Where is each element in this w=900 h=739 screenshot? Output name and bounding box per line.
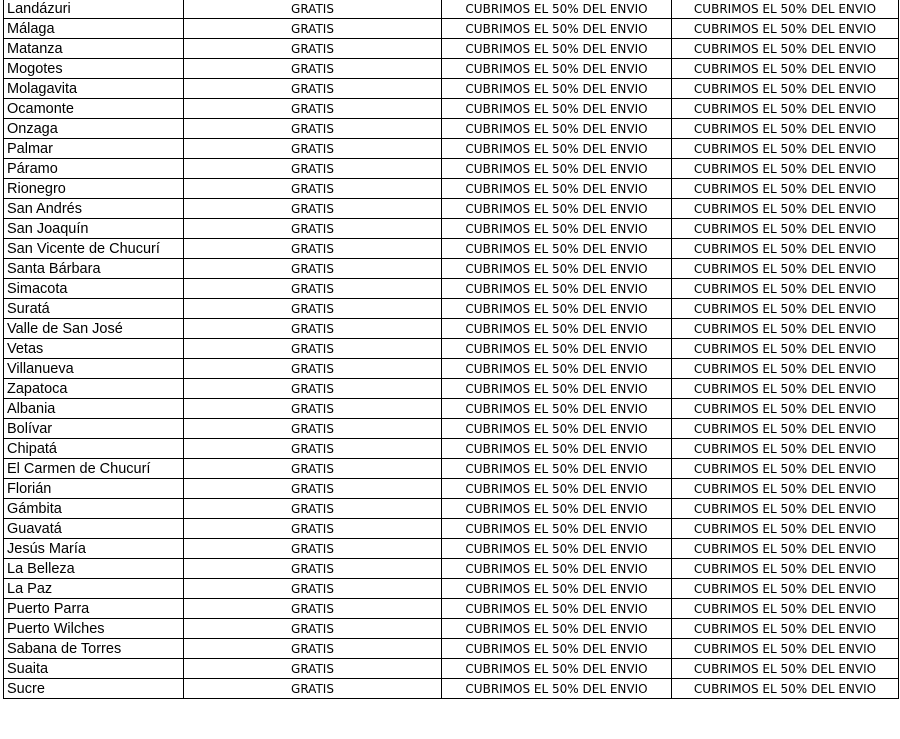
shipping-cell: CUBRIMOS EL 50% DEL ENVIO [442, 439, 672, 459]
municipio-cell: Onzaga [4, 119, 184, 139]
shipping-cell: CUBRIMOS EL 50% DEL ENVIO [442, 119, 672, 139]
shipping-cell: GRATIS [184, 219, 442, 239]
shipping-cell: CUBRIMOS EL 50% DEL ENVIO [672, 479, 899, 499]
shipping-cell: CUBRIMOS EL 50% DEL ENVIO [672, 659, 899, 679]
shipping-cell: CUBRIMOS EL 50% DEL ENVIO [442, 199, 672, 219]
table-row [4, 419, 899, 439]
table-body [4, 0, 899, 699]
table-row [4, 139, 899, 159]
shipping-cell: CUBRIMOS EL 50% DEL ENVIO [442, 499, 672, 519]
table-row [4, 159, 899, 179]
shipping-cell: CUBRIMOS EL 50% DEL ENVIO [442, 339, 672, 359]
municipio-cell: Molagavita [4, 79, 184, 99]
table-row [4, 679, 899, 699]
shipping-cell: GRATIS [184, 379, 442, 399]
shipping-cell: GRATIS [184, 419, 442, 439]
shipping-cell: CUBRIMOS EL 50% DEL ENVIO [672, 299, 899, 319]
shipping-cell: CUBRIMOS EL 50% DEL ENVIO [672, 239, 899, 259]
shipping-cell: CUBRIMOS EL 50% DEL ENVIO [442, 0, 672, 19]
shipping-cell: GRATIS [184, 319, 442, 339]
shipping-cell: CUBRIMOS EL 50% DEL ENVIO [442, 579, 672, 599]
shipping-cell: GRATIS [184, 199, 442, 219]
municipio-cell: Mogotes [4, 59, 184, 79]
shipping-cell: CUBRIMOS EL 50% DEL ENVIO [672, 279, 899, 299]
shipping-cell: GRATIS [184, 0, 442, 19]
shipping-cell: CUBRIMOS EL 50% DEL ENVIO [672, 0, 899, 19]
shipping-cell: CUBRIMOS EL 50% DEL ENVIO [442, 279, 672, 299]
shipping-cell: CUBRIMOS EL 50% DEL ENVIO [672, 439, 899, 459]
table-row [4, 539, 899, 559]
shipping-cell: CUBRIMOS EL 50% DEL ENVIO [672, 679, 899, 699]
shipping-cell: CUBRIMOS EL 50% DEL ENVIO [672, 619, 899, 639]
table-row [4, 219, 899, 239]
shipping-cell: GRATIS [184, 499, 442, 519]
shipping-cell: CUBRIMOS EL 50% DEL ENVIO [442, 359, 672, 379]
municipio-cell: Bolívar [4, 419, 184, 439]
municipio-cell: Albania [4, 399, 184, 419]
municipio-cell: Ocamonte [4, 99, 184, 119]
shipping-cell: GRATIS [184, 39, 442, 59]
shipping-cell: GRATIS [184, 679, 442, 699]
shipping-cell: CUBRIMOS EL 50% DEL ENVIO [442, 519, 672, 539]
municipio-cell: Puerto Wilches [4, 619, 184, 639]
municipio-cell: Jesús María [4, 539, 184, 559]
table-row [4, 659, 899, 679]
shipping-cell: CUBRIMOS EL 50% DEL ENVIO [672, 59, 899, 79]
table-row [4, 559, 899, 579]
table-row [4, 639, 899, 659]
municipio-cell: Suaita [4, 659, 184, 679]
table-row [4, 459, 899, 479]
table-row [4, 519, 899, 539]
shipping-cell: GRATIS [184, 559, 442, 579]
shipping-cell: GRATIS [184, 159, 442, 179]
shipping-cell: CUBRIMOS EL 50% DEL ENVIO [672, 399, 899, 419]
shipping-cell: CUBRIMOS EL 50% DEL ENVIO [442, 79, 672, 99]
shipping-cell: GRATIS [184, 59, 442, 79]
shipping-cell: GRATIS [184, 179, 442, 199]
shipping-cell: GRATIS [184, 359, 442, 379]
shipping-cell: GRATIS [184, 239, 442, 259]
shipping-cell: CUBRIMOS EL 50% DEL ENVIO [442, 219, 672, 239]
shipping-cell: GRATIS [184, 99, 442, 119]
municipio-cell: Palmar [4, 139, 184, 159]
table-row [4, 119, 899, 139]
shipping-cell: CUBRIMOS EL 50% DEL ENVIO [442, 39, 672, 59]
shipping-cell: CUBRIMOS EL 50% DEL ENVIO [672, 339, 899, 359]
shipping-cell: CUBRIMOS EL 50% DEL ENVIO [442, 619, 672, 639]
shipping-cell: GRATIS [184, 139, 442, 159]
shipping-cell: CUBRIMOS EL 50% DEL ENVIO [672, 419, 899, 439]
municipio-cell: El Carmen de Chucurí [4, 459, 184, 479]
shipping-cell: GRATIS [184, 579, 442, 599]
table-row [4, 99, 899, 119]
shipping-cell: CUBRIMOS EL 50% DEL ENVIO [672, 519, 899, 539]
shipping-cell: CUBRIMOS EL 50% DEL ENVIO [442, 299, 672, 319]
table-row [4, 79, 899, 99]
table-row [4, 239, 899, 259]
table-row [4, 579, 899, 599]
municipio-cell: La Paz [4, 579, 184, 599]
shipping-table [3, 0, 899, 699]
shipping-cell: GRATIS [184, 659, 442, 679]
shipping-cell: CUBRIMOS EL 50% DEL ENVIO [442, 259, 672, 279]
table-row [4, 379, 899, 399]
shipping-cell: CUBRIMOS EL 50% DEL ENVIO [442, 379, 672, 399]
shipping-cell: GRATIS [184, 439, 442, 459]
shipping-cell: CUBRIMOS EL 50% DEL ENVIO [442, 239, 672, 259]
municipio-cell: Santa Bárbara [4, 259, 184, 279]
municipio-cell: Rionegro [4, 179, 184, 199]
shipping-cell: GRATIS [184, 619, 442, 639]
table-row [4, 319, 899, 339]
shipping-cell: GRATIS [184, 119, 442, 139]
table-row [4, 359, 899, 379]
shipping-cell: CUBRIMOS EL 50% DEL ENVIO [442, 459, 672, 479]
municipio-cell: Landázuri [4, 0, 184, 19]
shipping-cell: CUBRIMOS EL 50% DEL ENVIO [672, 579, 899, 599]
shipping-cell: CUBRIMOS EL 50% DEL ENVIO [672, 39, 899, 59]
shipping-cell: GRATIS [184, 279, 442, 299]
shipping-cell: CUBRIMOS EL 50% DEL ENVIO [672, 179, 899, 199]
municipio-cell: Florián [4, 479, 184, 499]
shipping-cell: CUBRIMOS EL 50% DEL ENVIO [442, 479, 672, 499]
shipping-cell: CUBRIMOS EL 50% DEL ENVIO [442, 539, 672, 559]
table-row [4, 599, 899, 619]
municipio-cell: San Andrés [4, 199, 184, 219]
shipping-cell: CUBRIMOS EL 50% DEL ENVIO [672, 319, 899, 339]
shipping-cell: CUBRIMOS EL 50% DEL ENVIO [442, 59, 672, 79]
table-row [4, 339, 899, 359]
shipping-cell: GRATIS [184, 479, 442, 499]
shipping-cell: CUBRIMOS EL 50% DEL ENVIO [442, 319, 672, 339]
shipping-cell: CUBRIMOS EL 50% DEL ENVIO [672, 139, 899, 159]
shipping-cell: GRATIS [184, 639, 442, 659]
shipping-cell: CUBRIMOS EL 50% DEL ENVIO [672, 99, 899, 119]
municipio-cell: Sucre [4, 679, 184, 699]
table-row [4, 479, 899, 499]
shipping-cell: CUBRIMOS EL 50% DEL ENVIO [672, 559, 899, 579]
municipio-cell: Suratá [4, 299, 184, 319]
shipping-cell: CUBRIMOS EL 50% DEL ENVIO [442, 659, 672, 679]
municipio-cell: Simacota [4, 279, 184, 299]
shipping-cell: GRATIS [184, 539, 442, 559]
shipping-cell: GRATIS [184, 599, 442, 619]
shipping-cell: CUBRIMOS EL 50% DEL ENVIO [442, 179, 672, 199]
shipping-cell: CUBRIMOS EL 50% DEL ENVIO [672, 379, 899, 399]
shipping-cell: CUBRIMOS EL 50% DEL ENVIO [672, 79, 899, 99]
shipping-cell: CUBRIMOS EL 50% DEL ENVIO [672, 599, 899, 619]
shipping-cell: GRATIS [184, 79, 442, 99]
table-row [4, 0, 899, 19]
shipping-cell: CUBRIMOS EL 50% DEL ENVIO [672, 539, 899, 559]
shipping-cell: GRATIS [184, 459, 442, 479]
shipping-cell: CUBRIMOS EL 50% DEL ENVIO [442, 399, 672, 419]
shipping-cell: GRATIS [184, 519, 442, 539]
shipping-cell: GRATIS [184, 399, 442, 419]
shipping-cell: CUBRIMOS EL 50% DEL ENVIO [442, 139, 672, 159]
shipping-cell: CUBRIMOS EL 50% DEL ENVIO [672, 359, 899, 379]
municipio-cell: Gámbita [4, 499, 184, 519]
table-row [4, 179, 899, 199]
shipping-cell: CUBRIMOS EL 50% DEL ENVIO [672, 639, 899, 659]
shipping-cell: CUBRIMOS EL 50% DEL ENVIO [672, 499, 899, 519]
shipping-cell: GRATIS [184, 19, 442, 39]
shipping-cell: CUBRIMOS EL 50% DEL ENVIO [442, 679, 672, 699]
shipping-cell: CUBRIMOS EL 50% DEL ENVIO [442, 19, 672, 39]
municipio-cell: Guavatá [4, 519, 184, 539]
municipio-cell: Sabana de Torres [4, 639, 184, 659]
municipio-cell: Páramo [4, 159, 184, 179]
shipping-cell: CUBRIMOS EL 50% DEL ENVIO [672, 199, 899, 219]
shipping-cell: CUBRIMOS EL 50% DEL ENVIO [672, 259, 899, 279]
table-row [4, 199, 899, 219]
table-row [4, 59, 899, 79]
table-row [4, 399, 899, 419]
shipping-cell: GRATIS [184, 299, 442, 319]
table-row [4, 439, 899, 459]
municipio-cell: Villanueva [4, 359, 184, 379]
shipping-cell: GRATIS [184, 339, 442, 359]
table-row [4, 279, 899, 299]
shipping-cell: CUBRIMOS EL 50% DEL ENVIO [442, 419, 672, 439]
table-row [4, 499, 899, 519]
shipping-cell: CUBRIMOS EL 50% DEL ENVIO [672, 19, 899, 39]
municipio-cell: Valle de San José [4, 319, 184, 339]
shipping-cell: CUBRIMOS EL 50% DEL ENVIO [442, 639, 672, 659]
municipio-cell: Vetas [4, 339, 184, 359]
shipping-cell: CUBRIMOS EL 50% DEL ENVIO [442, 599, 672, 619]
shipping-cell: CUBRIMOS EL 50% DEL ENVIO [442, 559, 672, 579]
shipping-cell: CUBRIMOS EL 50% DEL ENVIO [672, 459, 899, 479]
municipio-cell: Matanza [4, 39, 184, 59]
table-row [4, 19, 899, 39]
shipping-cell: CUBRIMOS EL 50% DEL ENVIO [442, 159, 672, 179]
table-row [4, 259, 899, 279]
municipio-cell: Zapatoca [4, 379, 184, 399]
table-row [4, 299, 899, 319]
municipio-cell: Puerto Parra [4, 599, 184, 619]
municipio-cell: Málaga [4, 19, 184, 39]
municipio-cell: San Vicente de Chucurí [4, 239, 184, 259]
shipping-cell: CUBRIMOS EL 50% DEL ENVIO [672, 159, 899, 179]
table-row [4, 619, 899, 639]
shipping-cell: CUBRIMOS EL 50% DEL ENVIO [442, 99, 672, 119]
shipping-cell: CUBRIMOS EL 50% DEL ENVIO [672, 119, 899, 139]
municipio-cell: Chipatá [4, 439, 184, 459]
municipio-cell: La Belleza [4, 559, 184, 579]
table-row [4, 39, 899, 59]
shipping-cell: CUBRIMOS EL 50% DEL ENVIO [672, 219, 899, 239]
municipio-cell: San Joaquín [4, 219, 184, 239]
shipping-cell: GRATIS [184, 259, 442, 279]
